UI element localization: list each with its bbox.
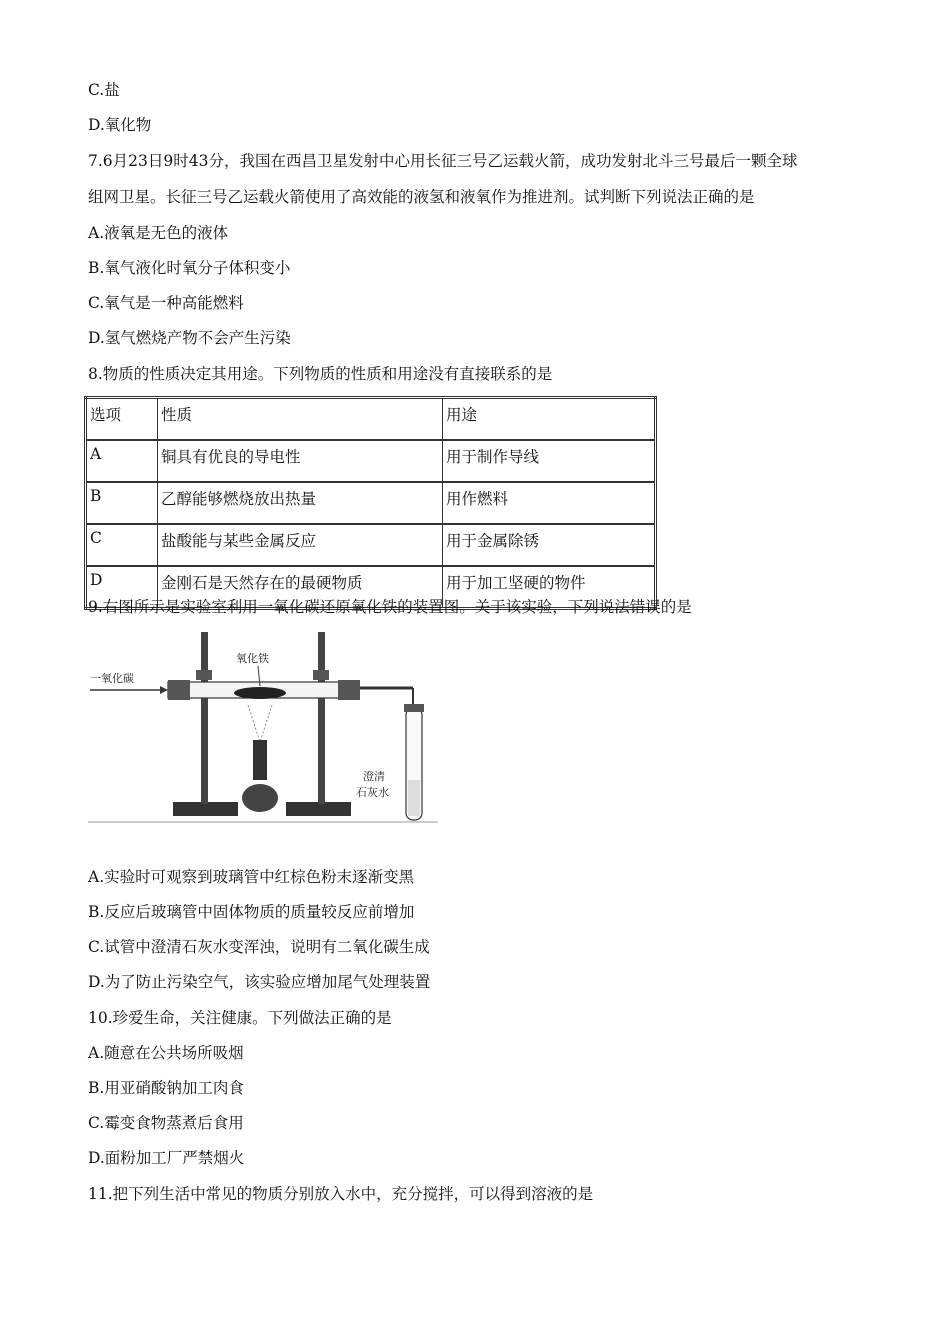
row-use: 用于金属除锈 <box>443 524 656 566</box>
header-option: 选项 <box>86 398 158 441</box>
test-tube-stopper <box>404 704 424 712</box>
stand-base-left <box>173 802 238 816</box>
flame <box>248 705 272 742</box>
label-iron-oxide: 氧化铁 <box>236 652 269 665</box>
header-property: 性质 <box>158 398 443 441</box>
lamp-wick-holder <box>253 740 267 780</box>
stand-base-right <box>286 802 351 816</box>
q9-stem: 9.右图所示是实验室利用一氧化碳还原氧化铁的装置图。关于该实验，下列说法错误的是 <box>88 598 692 616</box>
row-option: C <box>86 524 158 566</box>
row-property: 金刚石是天然存在的最硬物质 <box>158 566 443 609</box>
q9-option-a: A.实验时可观察到玻璃管中红棕色粉末逐渐变黑 <box>88 868 415 886</box>
prev-option-c: C.盐 <box>88 81 120 99</box>
q10-option-d: D.面粉加工厂严禁烟火 <box>88 1149 245 1167</box>
stopper-left <box>168 680 190 700</box>
iron-oxide-powder <box>234 687 286 699</box>
row-property: 乙醇能够燃烧放出热量 <box>158 482 443 524</box>
apparatus-diagram <box>88 630 438 828</box>
gas-arrow-head <box>160 686 168 694</box>
header-use: 用途 <box>443 398 656 441</box>
q9-option-c: C.试管中澄清石灰水变浑浊，说明有二氧化碳生成 <box>88 938 430 956</box>
q8-stem: 8.物质的性质决定其用途。下列物质的性质和用途没有直接联系的是 <box>88 365 553 383</box>
stand-rod-left <box>201 632 208 804</box>
q10-stem: 10.珍爱生命，关注健康。下列做法正确的是 <box>88 1009 392 1027</box>
q7-stem-line1: 7.6月23日9时43分，我国在西昌卫星发射中心用长征三号乙运载火箭，成功发射北斗三号最后一颗全球 <box>88 152 798 170</box>
label-limewater-2: 石灰水 <box>356 786 389 799</box>
q7-option-d: D.氢气燃烧产物不会产生污染 <box>88 329 291 347</box>
row-property: 铜具有优良的导电性 <box>158 440 443 482</box>
table-row <box>86 524 656 566</box>
q7-option-a: A.液氧是无色的液体 <box>88 224 229 242</box>
q7-option-c: C.氧气是一种高能燃料 <box>88 294 244 312</box>
row-use: 用于制作导线 <box>443 440 656 482</box>
row-use: 用于加工坚硬的物件 <box>443 566 656 609</box>
row-option: A <box>86 440 158 482</box>
q8-table <box>84 396 657 610</box>
table-row <box>86 482 656 524</box>
q9-option-d: D.为了防止污染空气，该实验应增加尾气处理装置 <box>88 973 431 991</box>
label-co: 一氧化碳 <box>90 672 134 685</box>
stopper-right <box>338 680 360 700</box>
apparatus-figure <box>88 630 438 828</box>
row-property: 盐酸能与某些金属反应 <box>158 524 443 566</box>
row-use: 用作燃料 <box>443 482 656 524</box>
q10-option-b: B.用亚硝酸钠加工肉食 <box>88 1079 244 1097</box>
row-option: D <box>86 566 158 609</box>
prev-option-d: D.氧化物 <box>88 116 152 134</box>
alcohol-lamp <box>242 784 278 812</box>
q10-option-c: C.霉变食物蒸煮后食用 <box>88 1114 244 1132</box>
table-row <box>86 440 656 482</box>
q10-option-a: A.随意在公共场所吸烟 <box>88 1044 244 1062</box>
stand-rod-right <box>318 632 325 804</box>
q7-stem-line2: 组网卫星。长征三号乙运载火箭使用了高效能的液氢和液氧作为推进剂。试判断下列说法正确的是 <box>88 188 755 206</box>
q11-stem: 11.把下列生活中常见的物质分别放入水中，充分搅拌，可以得到溶液的是 <box>88 1185 594 1203</box>
table-header-row <box>86 398 656 441</box>
limewater-liquid <box>408 780 420 816</box>
label-limewater-1: 澄清 <box>363 770 385 783</box>
q9-option-b: B.反应后玻璃管中固体物质的质量较反应前增加 <box>88 903 415 921</box>
clamp-right <box>313 670 329 680</box>
row-option: B <box>86 482 158 524</box>
q7-option-b: B.氧气液化时氧分子体积变小 <box>88 259 291 277</box>
clamp-left <box>196 670 212 680</box>
